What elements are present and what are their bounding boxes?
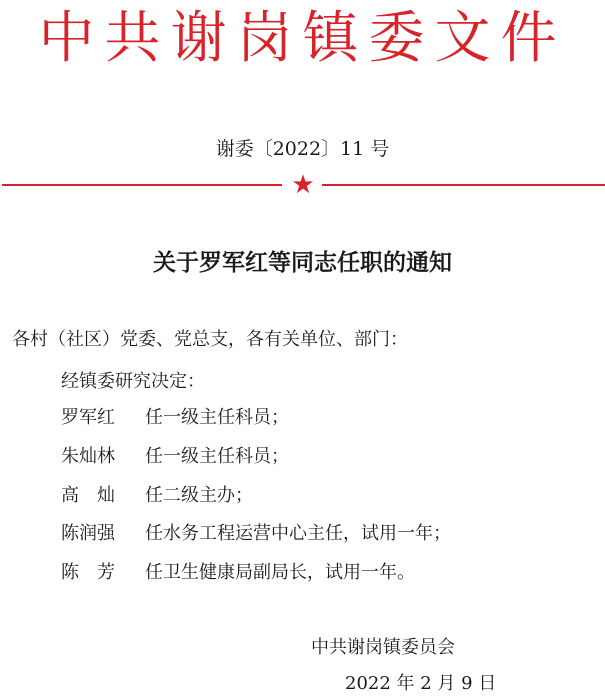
appointee-name: 陈 芳 [61, 562, 115, 583]
appointee-name: 陈润强 [61, 523, 115, 544]
document-number: 谢委〔2022〕11 号 [215, 138, 390, 160]
appointment-row [61, 404, 289, 432]
issue-date: 2022 年 2 月 9 日 [345, 673, 497, 694]
signer-name: 中共谢岗镇委员会 [311, 637, 455, 658]
star-icon: ★ [291, 170, 315, 200]
appointment-row [61, 520, 451, 548]
header-rule-right [322, 184, 605, 186]
appointment-position: 任一级主任科员； [145, 407, 289, 428]
document-header-title: 中共谢岗镇委文件 [38, 6, 567, 71]
appointment-row [61, 482, 253, 510]
intro-line: 经镇委研究决定： [61, 371, 205, 392]
appointment-row [61, 559, 415, 587]
appointment-position: 任水务工程运营中心主任，试用一年； [145, 523, 451, 544]
document-title: 关于罗军红等同志任职的通知 [153, 249, 452, 276]
appointment-position: 任卫生健康局副局长，试用一年。 [145, 562, 415, 583]
appointee-name: 罗军红 [61, 407, 115, 428]
appointment-row [61, 443, 289, 471]
appointment-position: 任二级主办； [145, 485, 253, 506]
appointee-name: 朱灿林 [61, 446, 115, 467]
appointment-position: 任一级主任科员； [145, 446, 289, 467]
appointee-name: 高 灿 [61, 485, 115, 506]
recipients-line: 各村（社区）党委、党总支，各有关单位、部门： [12, 329, 408, 350]
header-rule-left [2, 184, 282, 186]
